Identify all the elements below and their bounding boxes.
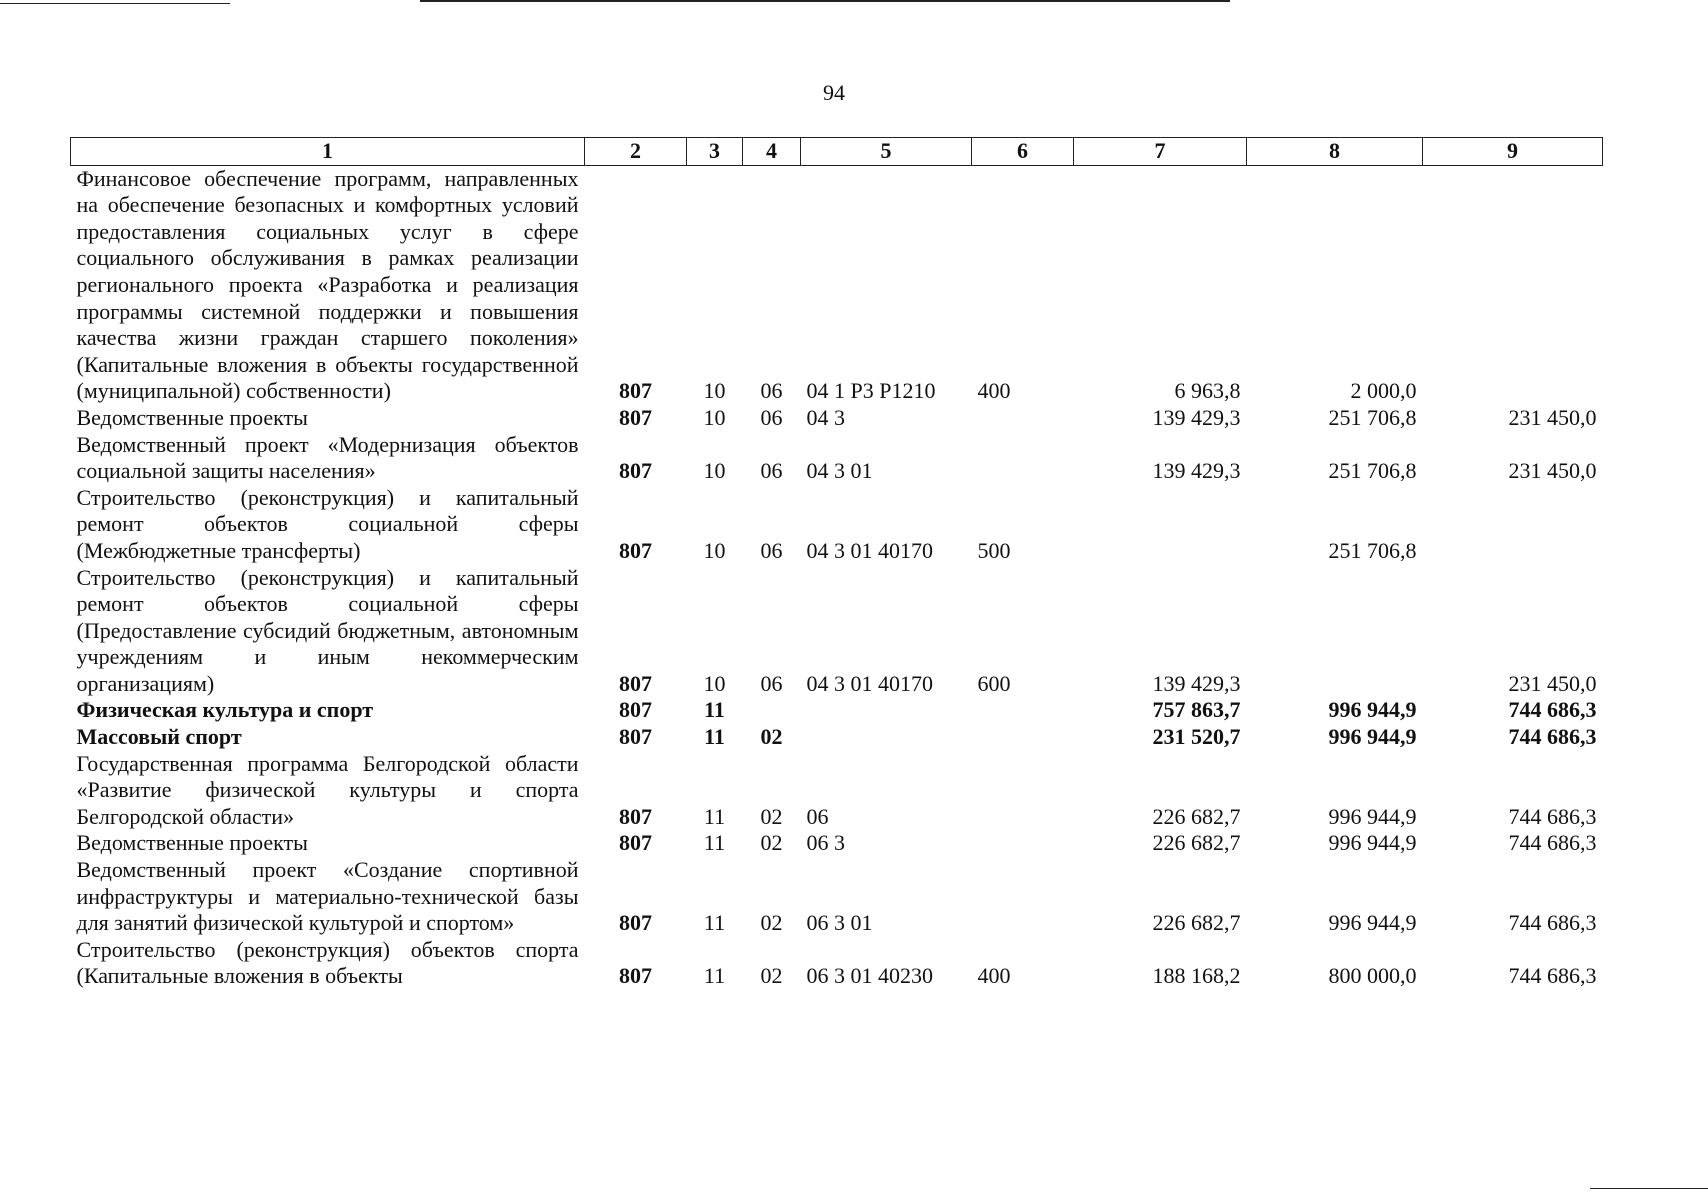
row-subsection: 06 bbox=[760, 537, 783, 563]
table-row bbox=[71, 751, 1603, 831]
row-target-article: 06 3 bbox=[806, 830, 845, 856]
scan-edge-line bbox=[0, 3, 230, 4]
row-expense-type bbox=[972, 697, 1074, 724]
row-section: 10 bbox=[703, 670, 726, 696]
row-amount-col8: 996 944,9 bbox=[1328, 724, 1417, 750]
row-expense-type: 500 bbox=[977, 537, 1011, 563]
row-name: Строительство (реконструкция) объектов спорта (Капитальные вложения в объекты bbox=[76, 936, 579, 989]
row-amount-col8: 251 706,8 bbox=[1328, 404, 1417, 430]
row-amount-col9: 744 686,3 bbox=[1508, 724, 1597, 750]
row-section: 11 bbox=[703, 830, 726, 856]
row-target-article bbox=[801, 697, 972, 724]
row-target-article: 06 bbox=[806, 803, 829, 829]
row-section: 11 bbox=[703, 803, 726, 829]
column-header: 9 bbox=[1423, 138, 1603, 166]
row-section: 11 bbox=[704, 697, 725, 723]
row-ministry-code: 807 bbox=[619, 697, 652, 723]
row-section: 11 bbox=[703, 963, 726, 989]
row-section: 10 bbox=[703, 537, 726, 563]
row-ministry-code: 807 bbox=[619, 458, 652, 484]
table-row bbox=[71, 830, 1603, 857]
row-target-article: 06 3 01 bbox=[806, 910, 873, 936]
row-subsection: 06 bbox=[760, 404, 783, 430]
row-target-article: 06 3 01 40230 bbox=[806, 963, 933, 989]
row-amount-col9: 744 686,3 bbox=[1508, 963, 1597, 989]
row-amount-col8 bbox=[1247, 565, 1423, 698]
row-amount-col7: 757 863,7 bbox=[1152, 697, 1241, 723]
row-amount-col8: 996 944,9 bbox=[1328, 910, 1417, 936]
column-header: 7 bbox=[1074, 138, 1247, 166]
row-ministry-code: 807 bbox=[619, 404, 652, 430]
table-row bbox=[71, 724, 1603, 751]
row-amount-col8: 996 944,9 bbox=[1328, 697, 1417, 723]
row-section: 10 bbox=[703, 378, 726, 404]
page-number: 94 bbox=[823, 80, 845, 105]
row-section: 10 bbox=[703, 404, 726, 430]
row-ministry-code: 807 bbox=[619, 910, 652, 936]
row-target-article: 04 3 bbox=[806, 404, 845, 430]
row-section: 11 bbox=[703, 910, 726, 936]
table-row bbox=[71, 697, 1603, 724]
row-amount-col8: 996 944,9 bbox=[1328, 830, 1417, 856]
row-amount-col9: 744 686,3 bbox=[1508, 910, 1597, 936]
row-amount-col8: 996 944,9 bbox=[1328, 803, 1417, 829]
row-target-article: 04 3 01 40170 bbox=[806, 537, 933, 563]
row-name: Ведомственные проекты bbox=[76, 830, 308, 856]
table-row bbox=[71, 485, 1603, 565]
column-header: 6 bbox=[972, 138, 1074, 166]
row-target-article: 04 3 01 40170 bbox=[806, 670, 933, 696]
column-header: 5 bbox=[801, 138, 972, 166]
column-header: 1 bbox=[71, 138, 585, 166]
row-amount-col8: 251 706,8 bbox=[1328, 537, 1417, 563]
table-row bbox=[71, 565, 1603, 698]
row-expense-type: 600 bbox=[977, 670, 1011, 696]
row-amount-col7: 188 168,2 bbox=[1152, 963, 1241, 989]
row-amount-col7: 139 429,3 bbox=[1152, 404, 1241, 430]
row-expense-type bbox=[972, 830, 1074, 857]
row-ministry-code: 807 bbox=[619, 537, 652, 563]
row-subsection: 02 bbox=[760, 803, 783, 829]
row-amount-col8: 800 000,0 bbox=[1328, 963, 1417, 989]
row-ministry-code: 807 bbox=[619, 670, 652, 696]
table-row bbox=[71, 857, 1603, 937]
row-subsection: 06 bbox=[760, 458, 783, 484]
row-expense-type bbox=[972, 432, 1074, 485]
row-subsection: 06 bbox=[760, 378, 783, 404]
column-header-row bbox=[71, 138, 1603, 166]
row-amount-col8: 2 000,0 bbox=[1350, 378, 1417, 404]
row-ministry-code: 807 bbox=[619, 724, 652, 750]
table-row bbox=[71, 937, 1603, 990]
row-expense-type bbox=[972, 857, 1074, 937]
row-name: Ведомственные проекты bbox=[76, 404, 308, 430]
row-expense-type: 400 bbox=[977, 963, 1011, 989]
row-name: Финансовое обеспечение программ, направленных на обеспечение безопасных и комфортных условий предоставления социальных услуг в сфере социального обслуживания в рамках реализации регионального проекта «Разработка и реализация программы системной поддержки и повышения качества жизни граждан старшего поколения» (Капитальные вложения в объекты государственной (муниципальной) собственности) bbox=[76, 165, 579, 404]
column-header: 2 bbox=[585, 138, 687, 166]
row-target-article: 04 3 01 bbox=[806, 458, 873, 484]
row-ministry-code: 807 bbox=[619, 963, 652, 989]
scan-edge-line bbox=[420, 0, 1230, 2]
row-amount-col9 bbox=[1423, 485, 1603, 565]
row-target-article: 04 1 P3 P1210 bbox=[806, 378, 936, 404]
row-amount-col9: 231 450,0 bbox=[1508, 458, 1597, 484]
column-header: 8 bbox=[1247, 138, 1423, 166]
row-amount-col9: 744 686,3 bbox=[1508, 803, 1597, 829]
row-amount-col9 bbox=[1423, 165, 1603, 405]
row-name: Физическая культура и спорт bbox=[76, 697, 374, 723]
row-name: Строительство (реконструкция) и капитальный ремонт объектов социальной сферы (Предоставление субсидий бюджетным, автономным учреждениям и иным некоммерческим организациям) bbox=[76, 564, 579, 696]
row-amount-col7: 226 682,7 bbox=[1152, 830, 1241, 856]
row-subsection bbox=[743, 697, 801, 724]
row-name: Государственная программа Белгородской области «Развитие физической культуры и спорта Белгородской области» bbox=[76, 750, 579, 829]
row-amount-col7: 226 682,7 bbox=[1152, 910, 1241, 936]
row-subsection: 02 bbox=[760, 963, 783, 989]
row-expense-type bbox=[972, 751, 1074, 831]
row-amount-col7: 6 963,8 bbox=[1174, 378, 1241, 404]
row-subsection: 02 bbox=[760, 724, 783, 750]
column-header: 3 bbox=[687, 138, 743, 166]
row-name: Ведомственный проект «Создание спортивной инфраструктуры и материально-технической базы для занятий физической культурой и спортом» bbox=[76, 857, 579, 936]
row-amount-col7: 231 520,7 bbox=[1152, 724, 1241, 750]
row-subsection: 06 bbox=[760, 670, 783, 696]
row-ministry-code: 807 bbox=[619, 378, 652, 404]
scan-edge-line bbox=[1590, 1188, 1708, 1189]
table-row bbox=[71, 405, 1603, 432]
row-subsection: 02 bbox=[760, 830, 783, 856]
row-name: Строительство (реконструкция) и капитальный ремонт объектов социальной сферы (Межбюджетные трансферты) bbox=[76, 484, 579, 563]
table-row bbox=[71, 165, 1603, 405]
row-amount-col9: 744 686,3 bbox=[1508, 697, 1597, 723]
row-amount-col7 bbox=[1074, 485, 1247, 565]
row-amount-col9: 231 450,0 bbox=[1508, 670, 1597, 696]
row-amount-col7: 226 682,7 bbox=[1152, 803, 1241, 829]
row-amount-col8: 251 706,8 bbox=[1328, 458, 1417, 484]
row-amount-col9: 231 450,0 bbox=[1508, 404, 1597, 430]
row-amount-col7: 139 429,3 bbox=[1152, 458, 1241, 484]
row-name: Массовый спорт bbox=[76, 724, 242, 750]
row-target-article bbox=[801, 724, 972, 751]
row-name: Ведомственный проект «Модернизация объектов социальной защиты населения» bbox=[76, 431, 579, 484]
row-expense-type bbox=[972, 724, 1074, 751]
row-amount-col7: 139 429,3 bbox=[1152, 670, 1241, 696]
column-header: 4 bbox=[743, 138, 801, 166]
row-expense-type bbox=[972, 405, 1074, 432]
budget-table bbox=[70, 137, 1603, 990]
row-section: 10 bbox=[703, 458, 726, 484]
row-ministry-code: 807 bbox=[619, 830, 652, 856]
row-subsection: 02 bbox=[760, 910, 783, 936]
row-section: 11 bbox=[704, 724, 725, 750]
table-row bbox=[71, 432, 1603, 485]
row-amount-col9: 744 686,3 bbox=[1508, 830, 1597, 856]
row-ministry-code: 807 bbox=[619, 803, 652, 829]
row-expense-type: 400 bbox=[977, 378, 1011, 404]
